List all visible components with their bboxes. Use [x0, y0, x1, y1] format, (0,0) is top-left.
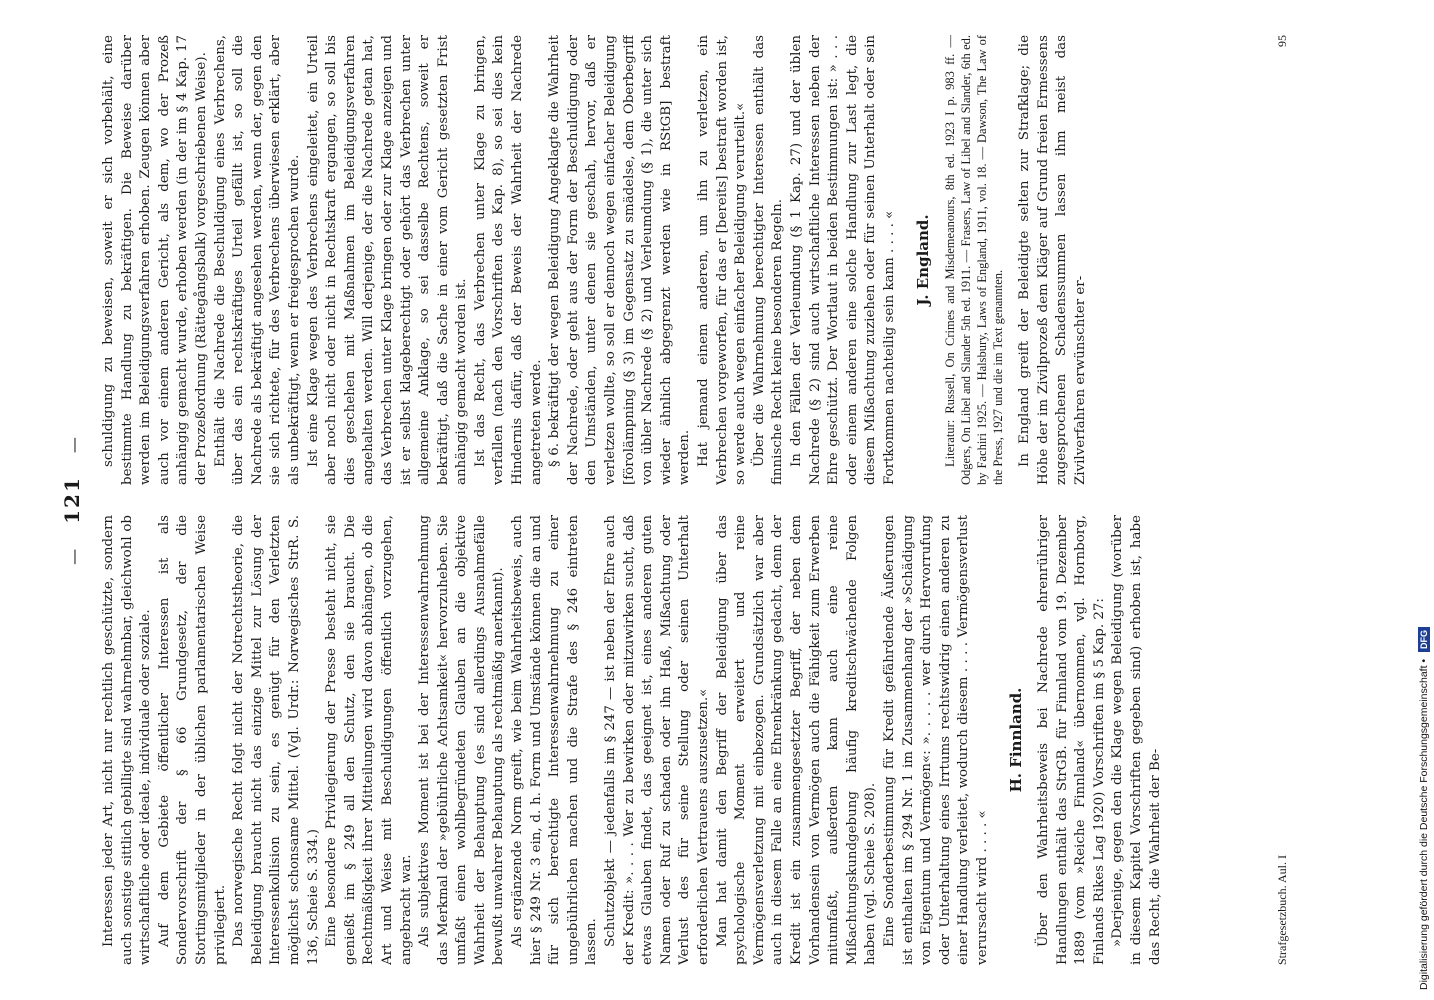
- paragraph: In den Fällen der Verleumdung (§ 1 Kap. 27) und der üblen Nachrede (§ 2) sind auch wirtschaftliche Interessen neben der Ehre geschützt. Der Wortlaut in beiden Bestimmungen ist: » . . . oder einem anderen eine solche Handlung zur Last legt, die diesem Mißachtung zuziehen oder für seinen Unterhalt oder sein Fortkommen nachteilig sein kann . . . . «: [788, 35, 897, 485]
- page-header: [60, 35, 90, 965]
- paragraph: Ist das Recht, das Verbrechen unter Klage zu bringen, verfallen (nach den Vorschriften des Kap. 8), so sei dies kein Hindernis dafür, daß der Beweis der Wahrheit der Nachrede angetreten werde.: [472, 35, 544, 485]
- paragraph: Interessen jeder Art, nicht nur rechtlich geschützte, sondern auch sonstige sittlich gebilligte sind wahrnehmbar, gleichwohl ob wirtschaftliche oder ideale, individuale oder soziale.: [101, 515, 154, 965]
- digitization-credit: [1418, 627, 1430, 990]
- paragraph: Man hat damit den Begriff der Beleidigung über das psychologische Moment erweitert und reine Vermögensverletzung mit einbezogen. Grundsätzlich war aber auch in diesem Falle an eine Ehrenkränkung gedacht, denn der Kredit ist ein zusammengesetzter Begriff, der neben dem Vorhandensein von Vermögen auch die Fähigkeit zum Erwerben mitumfaßt, außerdem kann auch eine reine Mißachtungskundgebung häufig kreditschwächende Folgen haben (vgl. Scheie S. 208).: [714, 515, 879, 965]
- page-number: 121: [60, 476, 84, 524]
- footer-signature: Strafgesetzbuch. Aul. I: [1275, 855, 1289, 965]
- footer-number: 95: [1275, 35, 1289, 47]
- paragraph: »Derjenige, gegen den die Klage wegen Beleidigung (worüber in diesem Kapitel Vorschriften gegeben sind) erhoben ist, habe das Recht, die Wahrheit der Be-: [1110, 515, 1163, 965]
- section-heading-england: J. England.: [913, 214, 932, 306]
- dfg-logo: DFG: [1418, 627, 1430, 652]
- paragraph: Über den Wahrheitsbeweis bei Nachrede ehrenrühriger Handlungen enthält das StrGB. für Finnland vom 19. Dezember 1889 (vom »Reiche Finnland« übernommen, vgl. Hornborg, Finlands Rikes Lag 1920) Vorschriften im § 5 Kap. 27:: [1036, 515, 1107, 965]
- paragraph: Enthält die Nachrede die Beschuldigung eines Verbrechens, über das ein rechtskräftiges Urteil gefällt ist, so soll die Nachrede als bekräftigt angesehen werden, wenn der, gegen den sie sich richtete, für des Verbrechens überwiesen erklärt, aber als unbekräftigt, wenn er freigesprochen wurde.: [212, 35, 302, 485]
- section-heading-finnland: H. Finnland.: [1006, 687, 1025, 793]
- paragraph: Auf dem Gebiete öffentlicher Interessen ist als Sondervorschrift der § 66 Grundgesetz, der die Stortingsmitglieder in der üblichen parlamentarischen Weise privilegiert.: [156, 515, 228, 965]
- literature-note: Literatur: Russell, On Crimes and Misdemeanours, 8th ed. 1923 I p. 983 ff. — Odgers, On Libel and Slander 5th ed. 1911. — Frasers, Law of Libel and Slander, 6th ed. by Fachiri 1925. — Halsbury, Laws of England, 1911, vol. 18. — Dawson, The Law of the Press, 1927 und die im Text genannten.: [943, 35, 1006, 485]
- left-column: [100, 515, 1270, 965]
- document-page: [60, 35, 1300, 965]
- paragraph: Das norwegische Recht folgt nicht der Notrechtstheorie, die Beleidigung braucht nicht das einzige Mittel zur Lösung der Interessenkollision zu sein, es genügt für den Verletzten möglichst schonsame Mittel. (Vgl. Urdr.: Norwegisches StrR. S. 136, Scheie S. 334.): [231, 515, 321, 965]
- paragraph: § 6. bekräftigt der wegen Beleidigung Angeklagte die Wahrheit der Nachrede, oder geht aus der Form der Beschuldigung oder den Umständen, unter denen sie geschah, hervor, daß er verletzen wollte, so soll er dennoch wegen einfacher Beleidigung [förolämpning (§ 3) im Gegensatz zu smädelse, dem Oberbegriff von übler Nachrede (§ 2) und Verleumdung (§ 1), die unter sich wieder ähnlich abgegrenzt werden wie in RStGB] bestraft werden.: [547, 35, 693, 485]
- paragraph: Als subjektives Moment ist bei der Interessenwahrnehmung das Merkmal der »gebührliche Achtsamkeit« hervorzuheben. Sie umfaßt einen wohlbegründeten Glauben an die objektive Wahrheit der Behauptung (es sind allerdings Ausnahmefälle bewußt unwahrer Behauptung als rechtmäßig anerkannt).: [417, 515, 507, 965]
- paragraph: Als ergänzende Norm greift, wie beim Wahrheitsbeweis, auch hier § 249 Nr. 3 ein, d. h. Form und Umstände können die an und für sich berechtigte Interessenwahrnehmung zu einer ungebührlichen machen und die Strafe des § 246 eintreten lassen.: [510, 515, 600, 965]
- credit-text: Digitalisierung gefördert durch die Deutsche Forschungsgemeinschaft •: [1418, 658, 1430, 990]
- paragraph: Hat jemand einem anderen, um ihn zu verletzen, ein Verbrechen vorgeworfen, für das er [bereits] bestraft worden ist, so werde auch wegen einfacher Beleidigung verurteilt.«: [696, 35, 749, 485]
- paragraph: Schutzobjekt — jedenfalls im § 247 — ist neben der Ehre auch der Kredit: ». . . . Wer zu bewirken oder mitzuwirken sucht, daß etwas Glauben findet, das geeignet ist, eines anderen guten Namen oder Ruf zu schaden oder ihn Haß, Mißachtung oder Verlust des für seine Stellung oder seinen Unterhalt erforderlichen Vertrauens auszusetzen.«: [603, 515, 711, 965]
- paragraph: schuldigung zu beweisen, soweit er sich vorbehält, eine bestimmte Handlung zu bekräftigen. Die Beweise darüber werden im Beleidigungsverfahren erhoben. Zeugen können aber auch vor einem anderen Gericht, als dem, wo der Prozeß anhängig gemacht wurde, erhoben werden (in der im § 4 Kap. 17 der Prozeßordnung (Rättegångsbalk) vorgeschriebenen Weise).: [101, 35, 209, 485]
- right-column: [100, 35, 1270, 485]
- header-dash-right: —: [64, 435, 83, 454]
- paragraph: In England greift der Beleidigte selten zur Strafklage; die Höhe der im Zivilprozeß dem Kläger auf Grund freien Ermessens zugesprochenen Schadenssummen lassen ihm meist das Zivilverfahren erwünschter er-: [1017, 35, 1088, 485]
- header-dash-left: —: [64, 546, 83, 565]
- paragraph: Ist eine Klage wegen des Verbrechens eingeleitet, ein Urteil aber noch nicht oder nicht in Rechtskraft ergangen, so soll bis dies geschehen mit Maßnahmen im Beleidigungsverfahren angehalten werden. Will derjenige, der die Nachrede getan hat, das Verbrechen unter Klage bringen oder zur Klage anzeigen und ist er selbst klageberechtigt oder gehört das Verbrechen unter allgemeine Anklage, so sei dasselbe Rechtens, soweit er bekräftigt, daß die Sache in einer vom Gericht gesetzten Frist anhängig gemacht worden ist.: [305, 35, 470, 485]
- paragraph: Eine besondere Privilegierung der Presse besteht nicht, sie genießt im § 249 all den Schutz, den sie braucht. Die Rechtmäßigkeit ihrer Mitteilungen wird davon abhängen, ob die Art und Weise mit Beschuldigungen öffentlich vorzugehen, angebracht war.: [324, 515, 414, 965]
- paragraph: Über die Wahrnehmung berechtigter Interessen enthält das finnische Recht keine besonderen Regeln.: [751, 35, 786, 485]
- paragraph: Eine Sonderbestimmung für Kredit gefährdende Äußerungen ist enthalten im § 294 Nr. 1 im Zusammenhang der »Schädigung von Eigentum und Vermögen«: ». . . . . wer durch Hervorrufung oder Unterhaltung eines Irrtums rechtswidrig einen anderen zu einer Handlung verleitet, wodurch diesem . . . . Vermögensverlust verursacht wird . . . . «: [881, 515, 990, 965]
